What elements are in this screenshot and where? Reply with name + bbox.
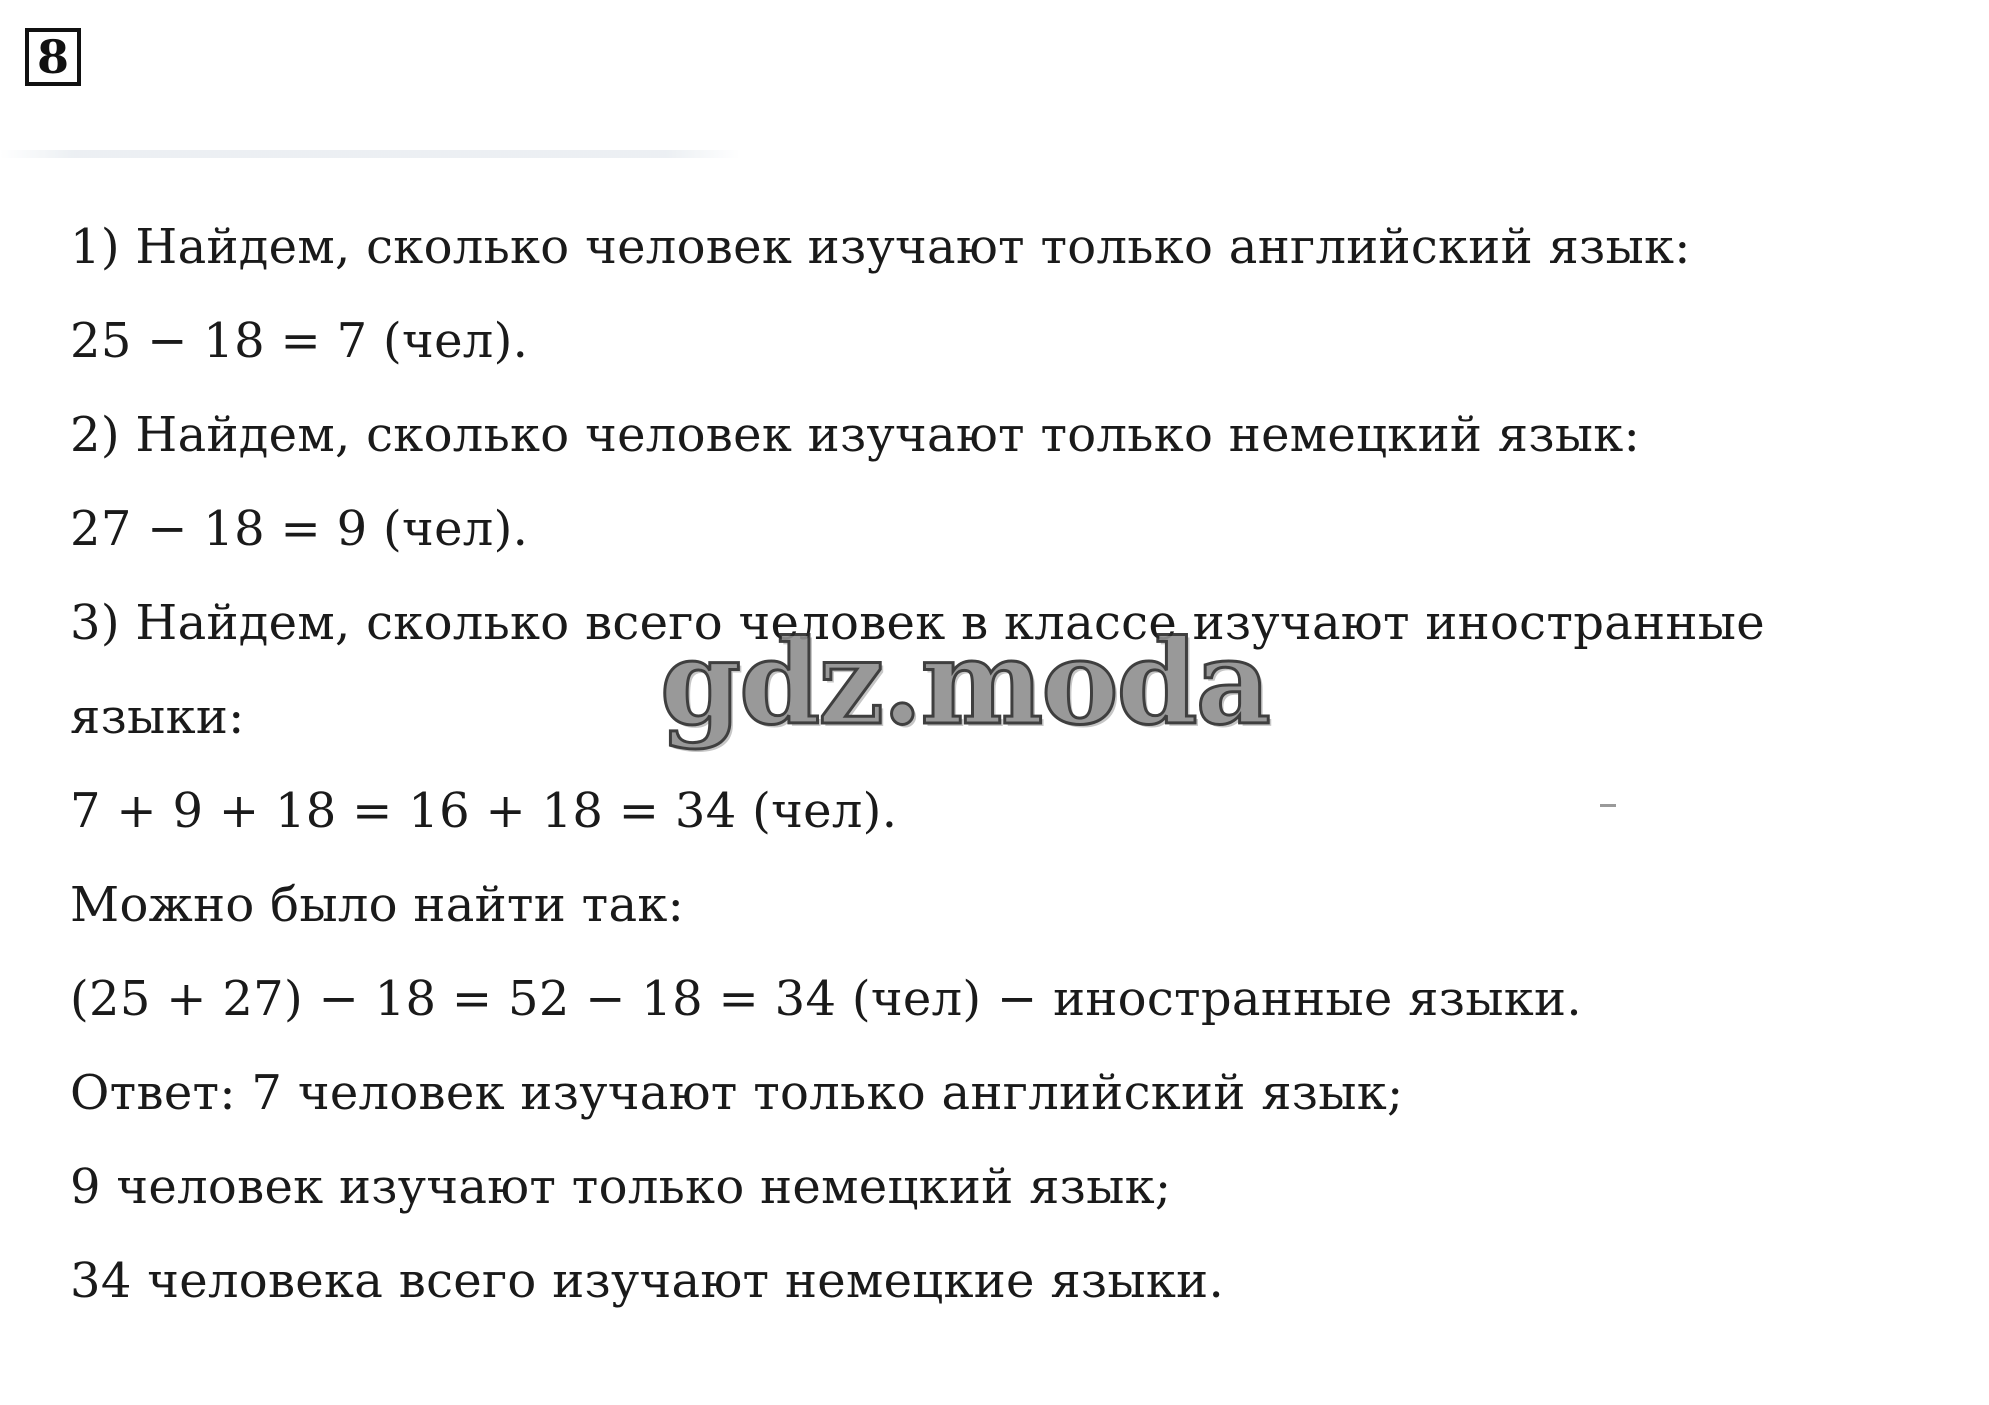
solution-line: 25 − 18 = 7 (чел). (70, 313, 529, 369)
answer-line: 34 человека всего изучают немецкие языки. (70, 1253, 1225, 1309)
task-number-box: 8 (25, 28, 81, 86)
solution-line: языки: (70, 689, 245, 745)
solution-line: 7 + 9 + 18 = 16 + 18 = 34 (чел). (70, 783, 898, 839)
solution-line: 3) Найдем, сколько всего человек в классе изучают иностранные (70, 595, 1765, 651)
watermark-logo: gdz.moda (660, 615, 1269, 751)
answer-line: Ответ: 7 человек изучают только английский язык; (70, 1065, 1404, 1121)
divider (0, 150, 740, 158)
answer-line: 9 человек изучают только немецкий язык; (70, 1159, 1172, 1215)
solution-text (70, 200, 1920, 1328)
scan-speck (1600, 804, 1616, 807)
solution-line: 2) Найдем, сколько человек изучают только немецкий язык: (70, 407, 1641, 463)
solution-line: Можно было найти так: (70, 877, 685, 933)
solution-line: 1) Найдем, сколько человек изучают только английский язык: (70, 219, 1691, 275)
solution-line: 27 − 18 = 9 (чел). (70, 501, 529, 557)
solution-line: (25 + 27) − 18 = 52 − 18 = 34 (чел) − иностранные языки. (70, 971, 1582, 1027)
